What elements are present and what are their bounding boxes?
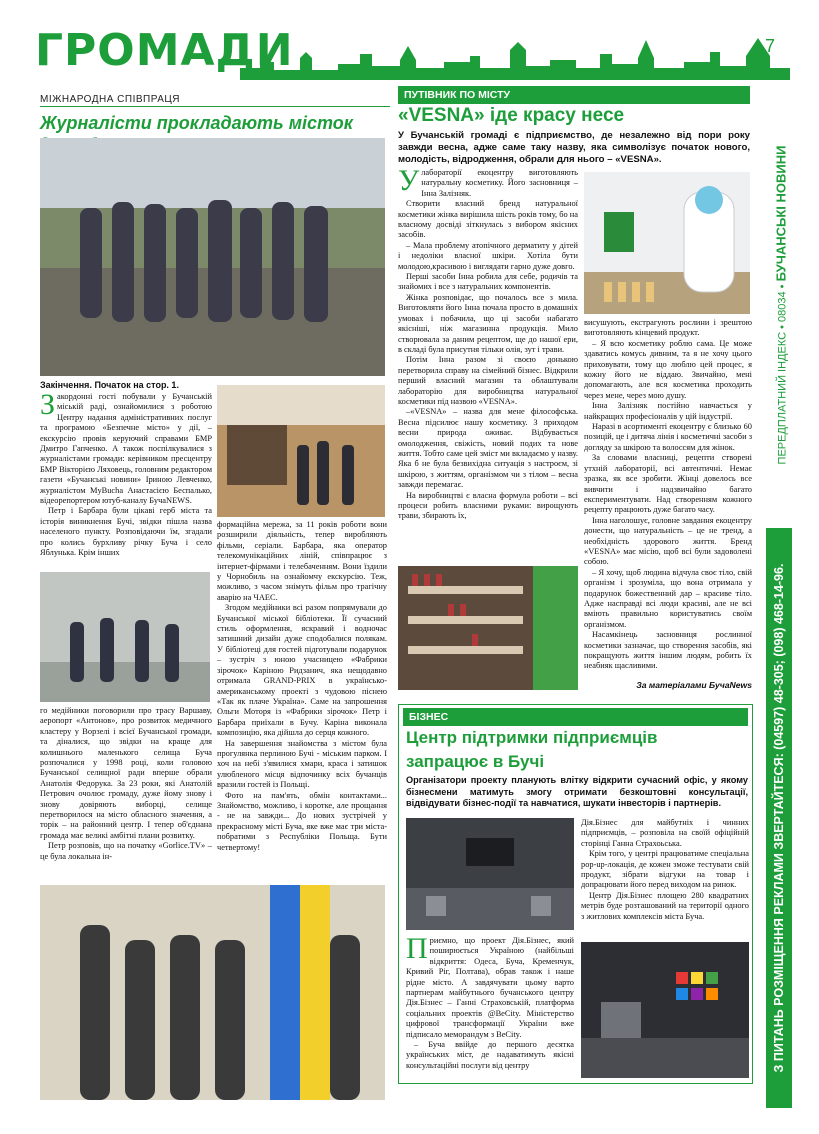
business-headline: Центр підтримки підприємців запрацює в Бучі — [406, 728, 658, 771]
paragraph: Потім Інна разом зі своєю донькою перетворила справу на сімейний бізнес. Відкрили перший власний магазин та облаштували лабораторію для виробництва натуральної косметики під назвою «VESNA». — [398, 355, 578, 406]
group-photo-outdoor — [40, 138, 385, 376]
vesna-col2 — [584, 318, 752, 680]
vertical-index-strip — [770, 80, 792, 530]
paragraph: – Я всю косметику роблю сама. Це може здаватись комусь дивним, та я не хочу цього приховувати, тому що люблю цей процес, я кожну його не віддаю. Звичайно, мені допомагають, але вся косметика проходить через мене, через мою душу. — [584, 338, 752, 400]
group-photo-indoor — [40, 885, 385, 1100]
paragraph: риємно, що проект Дія.Бізнес, який поширюється Україною (найбільші відкриття: Одеса, Буча, Кременчук, Кривий Ріг, Полтава), обрав також і наше рідне місто. А завдячувати цьому варто партнерам майбутнього бучанського центру Дія.Бізнес – Ганні Страховській, платформа соціальних проектів @BeCity. Міністерство цифрової трансформації України вже підписало меморандум з BeCity. — [406, 936, 574, 1039]
photo-placeholder-icon — [40, 138, 385, 376]
paragraph: го медійники поговорили про трасу Варшаву, аеропорт «Антонов», про розвиток медичного кластеру у Ворзелі і всієї Бучанської громади, та діналися, що звідки на краще для колишнього маленького селища Буча розпочалися у 1998 році, коли головою Бучанської селищної ради вперше обрали Анатолія Федорука. За 23 роки, які Анатолій Петрович очолює громаду, дуже йому знову і знову довіряють виборці, селище перетворилося на місто обласного значення, а торік – на районний центр. І тепер об'єднана громада має великі амбітні плани розвитку. — [40, 706, 212, 840]
paragraph: акордонні гості побували у Бучанській міській раді, ознайомилися з роботою Центру надання адміністративних послуг та програмою «Безпечне місто» у дії, – екскурсію провів керуючий справами БМР Дмитро Гапченко. А також поспілкувалися з журналістами громади: керівником пресцентру БМР Вікторією Ляховець, головним редактором газети «Бучанські новини» Іриною Левченко, журналістом MyBucha Анастасією Беспалько, відеорепортером ютуб-каналу БучаNEWS. — [40, 392, 212, 506]
dropcap: П — [406, 936, 428, 965]
section-label-business: БІЗНЕС — [403, 708, 748, 726]
paragraph: Створити власний бренд натуральної косметики жінка вирішила шість років тому, бо на власному досвіді зіткнулась з вибором якісних засобів. — [398, 199, 578, 240]
paragraph: Насамкінець засновниця рослинної косметики зазначає, що створення засобів, які покращують життя іншим людям, робить їх неабияк щасливими. — [584, 630, 752, 671]
ads-contact-strip — [766, 528, 792, 1108]
article-left-col2 — [217, 520, 387, 874]
paragraph: Крім того, у центрі працюватиме спеціальна pop-up-локація, де кожен зможе тестувати свій продукт, зібрати відгуки на товар і допрацювати його перед виходом на ринок. — [581, 849, 749, 890]
paragraph: Дія.Бізнес для майбутніх і чинних підприємців, – розповіла на своїй офіційній сторінці Ганна Страхоьська. — [581, 818, 749, 848]
article-left-col1-bottom — [40, 706, 212, 872]
paragraph: Жінка розповідає, що почалось все з мила. Виготовляти його Інна почала просто в домашніх умовах і побачила, що ці засоби набагато якісніші, ніж магазинна продукція. Мило створювала за даним рецептом, ще до нашої ери, в складі була присутня тільки олія, зут і трави. — [398, 292, 578, 354]
paragraph: Петр розповів, що на початку «Gorlice.TV» – це була локальна ін- — [40, 841, 212, 861]
paragraph: На виробництві є власна формула роботи – всі процеси робить власними руками: вирощують трави, збирають їх, — [398, 490, 578, 521]
paragraph: Інна наголошує, головне завдання екоцентру донести, що натуральність – це не тренд, а необхідність здорового життя. Бренд «VESNA» має місію, щоб всі були задоволені собою. — [584, 515, 752, 567]
dropcap: У — [398, 168, 420, 197]
article-left-col1-top — [40, 392, 212, 570]
photo-laboratory — [584, 172, 750, 314]
paragraph: –«VESNA» – назва для мене філософська. Весна підсилює нашу косметику. З приходом весни природа оживає. Відбувається омолодження, свіжість, новий подих та нове життя. Тобто саме цей зміст ми вкладаємо у назву. Яка б не була безвихідна ситуація з настроєм, зі шкірою, з життям, організмом чи з тілом – весна завжди перемагає. — [398, 407, 578, 490]
paragraph: Згодом медійники всі разом попрямували до Бучанської міської бібліотеки. Її сучасний стиль оформлення, яскравий і водночас затишний дизайн дуже сподобалися полякам. У бібліотеці для гостей підготували подарунок – зустріч з юною учасницею «Фабрики зірочок» Каріною Ридзанич, яка нещодавно отримала GRAND-PRIX в українсько-американському проекті з чудовою піснею «Так як плаче Україна». Саме на запрошення Ольги Моторя із «Фабрики зірочок» Петр і Барбара приїхали в Бучу. Каріна виконала композицію, яка дійшла до серця кожного. — [217, 603, 387, 738]
paragraph: – Я хочу, щоб людина відчула своє тіло, свій організм і зрозуміла, що вона отримала у подарунок божественний дар – красиве тіло. Адже насправді всі люди красиві, але не всі вміють правильно користуватись своїм організмом. — [584, 567, 752, 629]
paragraph: – Мала проблему атопічного дерматиту у дітей і недоліки власної шкіри. Хотіла бути молодою,красивою і виглядати гарно дуже довго. — [398, 240, 578, 271]
paragraph: Наразі в асортименті екоцентру є близько 60 позицій, це і дитяча лінія і косметичні засоби з догляду за шкірою та волоссям для жінок. — [584, 422, 752, 452]
section-title: ГРОМАДИ — [35, 25, 294, 76]
masthead — [35, 22, 755, 80]
section-label-international: МІЖНАРОДНА СПІВПРАЦЯ — [40, 94, 181, 105]
section-label-city-guide: ПУТІВНИК ПО МІСТУ — [398, 86, 750, 104]
dropcap: З — [40, 392, 56, 421]
paragraph: Перші засоби Інна робила для себе, родичів та знайомих і все з натуральних компонентів. — [398, 272, 578, 292]
paper-name: БУЧАНСЬКІ НОВИНИ — [773, 145, 789, 282]
vesna-lead: У Бучанській громаді є підприємство, де незалежно від пори року завжди весна, адже саме таку назву, яка символізує початок нового, молодість, відродження, обрали для нього – «VESNA». — [398, 130, 750, 165]
paragraph: формаційна мережа, за 11 років роботи вони розширили діяльність, тепер виробляють фільми, серіали. Барбара, яка оператор телекомунікаційних ліній, співпрацює з інтернет-фірмами і телебаченням. Вони їздили у Чорнобиль на ознайомчу екскурсію. Теж, можливо, з часом знімуть фільм про трагічну аварію на ЧАЕС. — [217, 520, 387, 602]
article-headline: Журналісти прокладають місток — [40, 113, 353, 133]
paragraph: – Буча ввійде до першого десятка українських міст, де надаватимуть якісні консультаційні послуги від центру — [406, 1040, 574, 1070]
article-continuation: Закінчення. Початок на стор. 1. — [40, 380, 179, 390]
vesna-headline: «VESNA» іде красу несе — [398, 105, 625, 126]
photo-office-interior — [406, 818, 574, 930]
paragraph: На завершення знайомства з містом була прогулянка перлиною Бучі - міським парком. І хоч на небі з'явилися хмари, краса і затишок улюбленого місця відпочинку всіх бучанців вразили гостей із Польщі. — [217, 738, 387, 790]
paragraph: Фото на пам'ять, обмін контактами... Знайомство, можливо, і коротке, але прощання - не на завжди... До нових зустрічей у прекрасному місті Буча, яке вже має три міста-побратими з Республіки Польща. Бути четвертому! — [217, 790, 387, 852]
photo-center-interior — [40, 572, 210, 702]
business-lead: Організатори проекту планують влітку відкрити сучасний офіс, у якому бізнесмени матимуть змогу отримати безкоштовні консультації, відвідувати бізнес-події та навчатися, шукати інвесторів і партнерів. — [406, 775, 748, 809]
photo-library — [217, 385, 385, 517]
paragraph: висушують, екстрагують рослини і зрештою виготовляють кінцевий продукт. — [584, 318, 752, 338]
city-skyline-icon — [240, 32, 790, 80]
vesna-col1 — [398, 168, 578, 564]
subscription-index: ПЕРЕДПЛАТНИЙ ІНДЕКС • 08034 • — [776, 284, 789, 465]
paragraph: лабораторії екоцентру виготовляють натуральну косметику. Його засновниця – Інна Залізняк. — [421, 168, 578, 198]
paragraph: Інна Залізняк постійно навчається у найкращих професіоналів у цій індустрії. — [584, 401, 752, 421]
page-number: 7 — [765, 36, 776, 56]
paragraph: За словами власниці, рецепти створені утхній лабораторії, всі автентичні. Немає зразка, як все зробити. Жінці довелось все вивчити і надзвичайно багато експериментувати. Над створенням кожного рецепту працюють дуже багато часу. — [584, 453, 752, 515]
paragraph: Центр Дія.Бізнес площею 280 квадратних метрів буде розташований на території одного з житлових комплексів міста Буча. — [581, 890, 749, 921]
ads-contact-text: З ПИТАНЬ РОЗМІЩЕННЯ РЕКЛАМИ ЗВЕРТАЙТЕСЯ: (04597) 48-305; (098) 468-14-96. — [772, 563, 786, 1073]
divider — [40, 106, 390, 107]
photo-office-render — [581, 942, 749, 1078]
paragraph: Петр і Барбара були цікаві герб міста та історія виникнення Бучі, звідки пішла назва населеного пункту. Розповідаючи їм, згадали про колись бурхливу річку Буча і село Яблунька. Крім інших — [40, 506, 212, 558]
business-col-right — [581, 818, 749, 940]
photo-shop-shelves — [398, 566, 578, 690]
business-col-left — [406, 936, 574, 1078]
vesna-signature: За матеріалами БучаNews — [636, 680, 752, 690]
